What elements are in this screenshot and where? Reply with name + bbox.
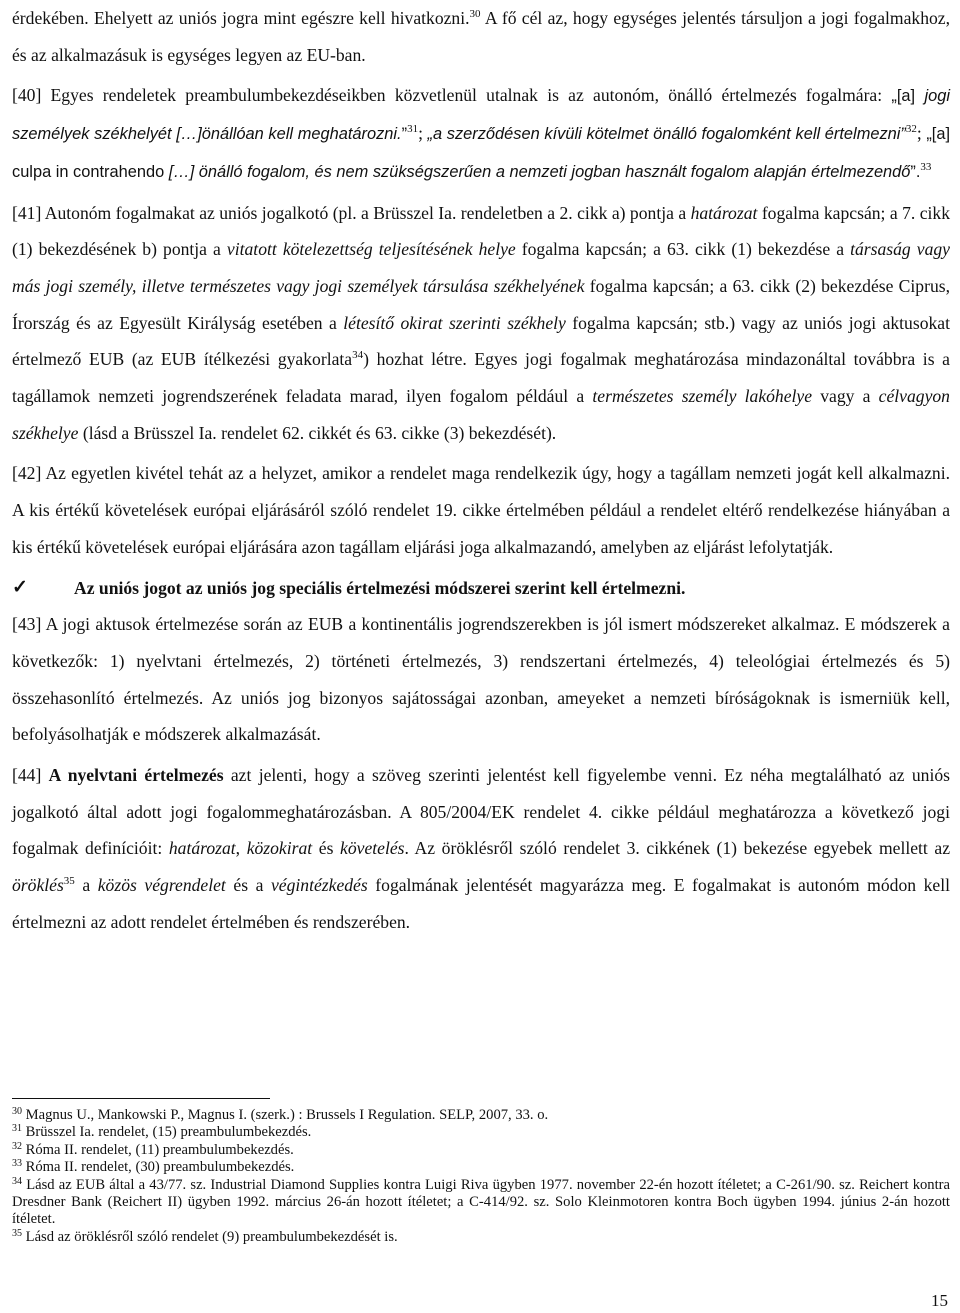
footnote xyxy=(12,1107,950,1124)
paragraph-42 xyxy=(12,455,950,565)
quote-run: „[a] culpa in contrahendo xyxy=(12,125,950,181)
footnote xyxy=(12,1229,950,1246)
text-run: vagy a xyxy=(812,386,879,407)
italic-run: végintézkedés xyxy=(271,875,368,896)
italic-run: határozat xyxy=(168,838,236,859)
footnote xyxy=(12,1177,950,1229)
paragraph-44 xyxy=(12,757,950,941)
text-run: [44] xyxy=(12,765,49,786)
section-heading xyxy=(12,570,950,607)
footnote-text: Róma II. rendelet, (30) preambulumbekezdés. xyxy=(22,1159,295,1176)
italic-run: követelés xyxy=(340,838,405,859)
footnote-text: Lásd az öröklésről szóló rendelet (9) preambulumbekezdését is. xyxy=(22,1228,398,1245)
footnote-number: 35 xyxy=(12,1227,22,1239)
footnote-ref: 31 xyxy=(407,123,419,136)
footnote-ref: 35 xyxy=(63,875,75,888)
footnote-number: 34 xyxy=(12,1175,22,1187)
text-run: ; xyxy=(916,123,927,144)
italic-run: társaság vagy más jogi személy, illetve természetes vagy jogi személyek társulása székhelyének xyxy=(12,239,950,296)
footnote-text: Róma II. rendelet, (11) preambulumbekezdés. xyxy=(22,1141,294,1158)
text-run: fogalma kapcsán; a 63. cikk (2) bekezdése Ciprus, Írország és az Egyesült Királyság esetében a xyxy=(12,275,950,333)
page-number: 15 xyxy=(931,1291,948,1310)
text-run: érdekében. Ehelyett az uniós jogra mint egészre kell hivatkozni. xyxy=(12,8,470,28)
text-run: fogalma kapcsán; stb.) vagy az uniós jogi aktusokat értelmező EUB (az EUB ítélkezési gyakorlata xyxy=(12,312,950,370)
italic-run: határozat xyxy=(690,202,758,223)
italic-run: célvagyon székhelye xyxy=(12,386,950,443)
footnote-number: 33 xyxy=(12,1158,22,1170)
paragraph-continuation xyxy=(12,0,950,73)
footnote-ref: 32 xyxy=(905,123,917,136)
text-run: [41] Autonóm fogalmakat az uniós jogalkotó (pl. a Brüsszel Ia. rendeletben a 2. cikk a) pontja a xyxy=(12,202,691,223)
quote-run: „a szerződésen kívüli kötelmet önálló fogalomként kell értelmezni” xyxy=(427,125,906,144)
italic-run: természetes személy lakóhelye xyxy=(592,386,813,407)
text-run: és a xyxy=(225,875,271,896)
text-run: , xyxy=(235,838,247,859)
text-run: [43] A jogi aktusok értelmezése során az EUB a kontinentális jogrendszerekben is jól ismert módszereket alkalmaz. E módszerek a következők: 1) nyelvtani értelmezés, 2) történeti értelmezés, 3) rendszertani értelmezés, 4) teleológiai értelmezés és 5) összehasonlító értelmezés. Az uniós jog bizonyos sajátosságai azonban, ameyeket a nemzeti bíróságoknak is ismerniük kell, befolyásolhatják e módszerek alkalmazását. xyxy=(12,614,950,745)
text-run: [40] Egyes rendeletek preambulumbekezdéseikben közvetlenül utalnak is az autonóm, önálló értelmezés fogalmára: xyxy=(12,85,892,106)
footnote-ref: 33 xyxy=(920,160,932,173)
quote-run: […] önálló fogalom, és nem szükségszerűen a nemzeti jogban használt fogalom alapján értelmezendő xyxy=(168,162,911,181)
paragraph-40 xyxy=(12,77,950,190)
footnote-number: 30 xyxy=(12,1106,22,1117)
footnote-separator xyxy=(12,1098,270,1099)
text-run: (lásd a Brüsszel Ia. rendelet 62. cikkét és 63. cikke (3) bekezdését). xyxy=(78,422,557,443)
footnote-text: Lásd az EUB által a 43/77. sz. Industrial Diamond Supplies kontra Luigi Riva ügyben 1977. november 22-én hozott ítéletet; a C-261/90. sz. Reichert kontra Dresdner Bank (Reichert II) ügyben 1992. március 26-án hozott ítéletet; a C-414/92. sz. Solo Kleinmotoren kontra Boch ügyben 1994. június 2-án hozott ítéletet. xyxy=(12,1176,950,1228)
footnote-ref: 34 xyxy=(352,349,364,362)
footnote xyxy=(12,1124,950,1141)
text-run: A fő cél az, hogy egységes jelentés társuljon a jogi fogalmakhoz, és az alkalmazásuk is egységes legyen az EU-ban. xyxy=(12,8,950,65)
footnote xyxy=(12,1159,950,1176)
footnote-text: Magnus U., Mankowski P., Magnus I. (szerk.) : Brussels I Regulation. SELP, 2007, 33. o. xyxy=(22,1107,549,1123)
quote-run: jogi személyek székhelyét […]önállóan kell meghatározni. xyxy=(12,87,950,144)
text-run: azt jelenti, hogy a szöveg szerinti jelentést kell figyelembe venni. Ez néha megtalálható az uniós jogalkotó által adott jogi fogalommeghatározásban. A 805/2004/EK rendelet 4. cikke például meghatározza a következő jogi fogalmak definícióit: xyxy=(12,765,950,859)
text-run: és xyxy=(312,838,341,859)
text-run: . Az öröklésről szóló rendelet 3. cikkének (1) bekezése egyebek mellett az xyxy=(404,838,951,859)
text-run: ; xyxy=(418,123,428,144)
section-heading-text: Az uniós jogot az uniós jog speciális értelmezési módszerei szerint kell értelmezni. xyxy=(74,577,686,598)
text-run: ) hozhat létre. Egyes jogi fogalmak meghatározása mindazonáltal továbbra is a tagállamok nemzeti jogrendszerének feladata marad, ilyen fogalom például a xyxy=(12,349,950,407)
quote-run: „[a] xyxy=(891,87,925,106)
footnote-number: 31 xyxy=(12,1123,22,1135)
paragraph-43 xyxy=(12,606,950,753)
quote-run: ”. xyxy=(910,162,921,181)
quote-run: ” xyxy=(401,125,408,144)
checkmark-icon: ✓ xyxy=(12,576,28,598)
footnote xyxy=(12,1142,950,1159)
footnote-text: Brüsszel Ia. rendelet, (15) preambulumbekezdés. xyxy=(22,1124,312,1141)
footnote-number: 32 xyxy=(12,1140,22,1152)
body-text xyxy=(12,0,950,941)
italic-run: vitatott kötelezettség teljesítésének helye xyxy=(226,239,516,260)
text-run: fogalma kapcsán; a 7. cikk (1) bekezdésének b) pontja a xyxy=(12,202,951,260)
italic-run: létesítő okirat szerinti székhely xyxy=(343,312,566,333)
italic-run: öröklés xyxy=(12,875,64,896)
footnote-ref: 30 xyxy=(469,8,481,20)
text-run: [42] Az egyetlen kivétel tehát az a helyzet, amikor a rendelet maga rendelkezik úgy, hogy a tagállam nemzeti jogát kell alkalmazni. A kis értékű követelések európai eljárásáról szóló rendelet 19. cikke értelmében például a rendelet eltérő rendelkezése hiányában a kis értékű követelések európai eljárására azon tagállam eljárási joga alkalmazandó, amelyben az eljárást lefolytatják. xyxy=(12,463,950,557)
footnotes xyxy=(12,1107,950,1246)
paragraph-41 xyxy=(12,195,950,452)
text-run: fogalmának jelentését magyarázza meg. E fogalmakat is autonóm módon kell értelmezni az adott rendelet értelmében és rendszerében. xyxy=(12,875,950,932)
italic-run: közokirat xyxy=(246,838,313,859)
text-run: fogalma kapcsán; a 63. cikk (1) bekezdése a xyxy=(515,239,851,260)
text-run: a xyxy=(74,875,98,896)
bold-run: A nyelvtani értelmezés xyxy=(48,765,224,786)
italic-run: közös végrendelet xyxy=(97,875,226,896)
